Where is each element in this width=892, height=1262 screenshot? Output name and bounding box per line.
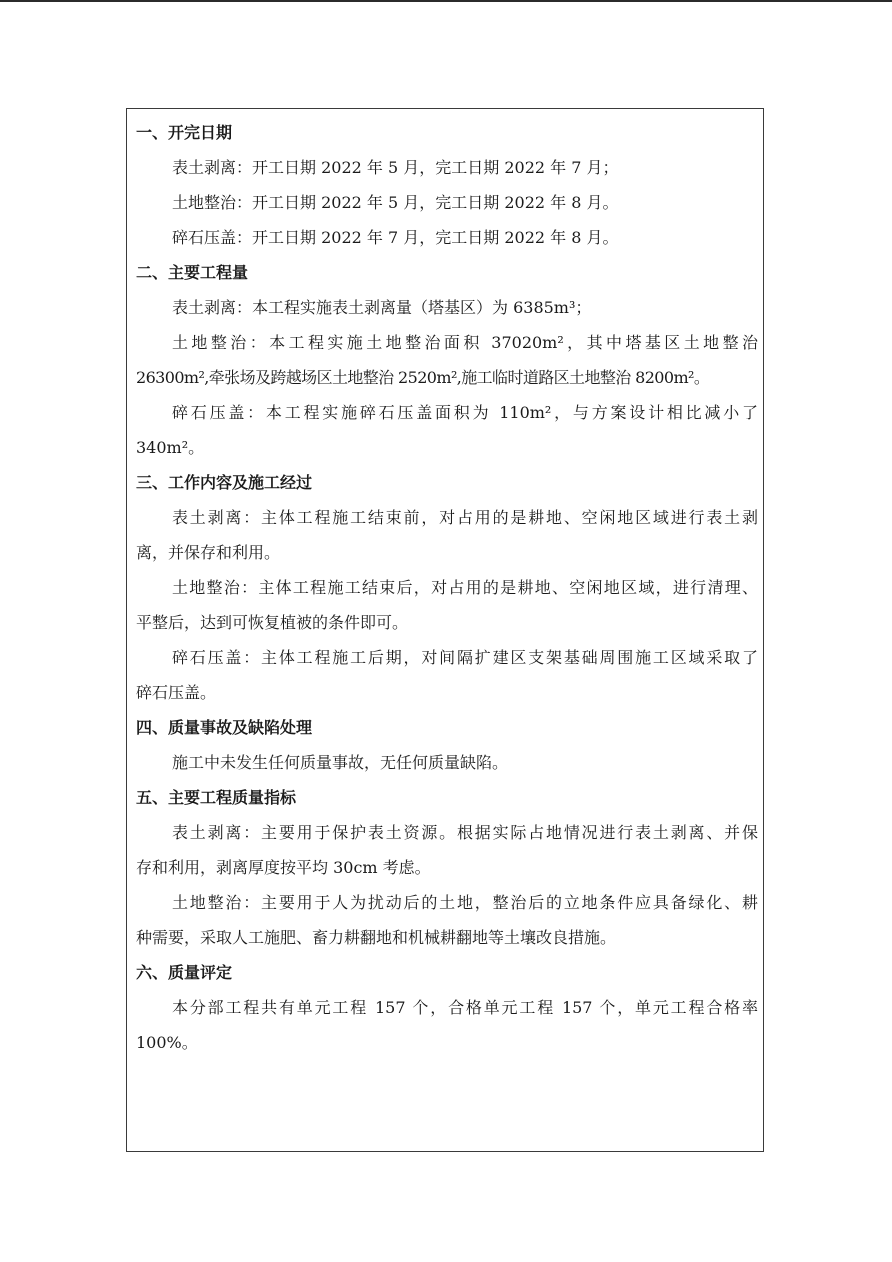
para-line: 表土剥离：主体工程施工结束前，对占用的是耕地、空闲地区域进行表土剥 [172, 508, 758, 527]
para-line: 土地整治：本工程实施土地整治面积 37020m²，其中塔基区土地整治 [172, 333, 758, 352]
page-top-rule [0, 0, 892, 2]
para-quantity-land [136, 325, 758, 395]
para-line: 340m²。 [136, 438, 205, 457]
report-content [136, 115, 758, 1060]
para-line: 土地整治：主体工程施工结束后，对占用的是耕地、空闲地区域，进行清理、 [172, 578, 758, 597]
para-line: 存和利用，剥离厚度按平均 30cm 考虑。 [136, 858, 431, 877]
para-dates-land [136, 185, 758, 220]
para-line: 本分部工程共有单元工程 157 个，合格单元工程 157 个，单元工程合格率 [172, 998, 758, 1017]
para-dates-topsoil [136, 150, 758, 185]
para-line: 100%。 [136, 1033, 198, 1052]
para-line: 种需要，采取人工施肥、畜力耕翻地和机械耕翻地等土壤改良措施。 [136, 928, 617, 947]
para-line: 26300m²,牵张场及跨越场区土地整治 2520m²,施工临时道路区土地整治 8200m²。 [136, 368, 710, 387]
para-quantity-topsoil [136, 290, 758, 325]
section-heading-dates: 一、开完日期 [136, 123, 233, 142]
para-line: 平整后，达到可恢复植被的条件即可。 [136, 613, 409, 632]
para-indicator-topsoil [136, 815, 758, 885]
para-quantity-gravel [136, 395, 758, 465]
para-line: 碎石压盖：本工程实施碎石压盖面积为 110m²，与方案设计相比减小了 [172, 403, 758, 422]
section-heading-quantities: 二、主要工程量 [136, 263, 249, 282]
para-assessment [136, 990, 758, 1060]
section-heading-quality-assessment: 六、质量评定 [136, 963, 233, 982]
para-defects [136, 745, 758, 780]
section-heading-quality-indicators: 五、主要工程质量指标 [136, 788, 297, 807]
para-line: 表土剥离：开工日期 2022 年 5 月，完工日期 2022 年 7 月； [172, 158, 619, 177]
para-line: 土地整治：主要用于人为扰动后的土地，整治后的立地条件应具备绿化、耕 [172, 893, 758, 912]
report-table-frame [126, 108, 764, 1152]
para-line: 碎石压盖。 [136, 683, 217, 702]
para-work-topsoil [136, 500, 758, 570]
para-line: 土地整治：开工日期 2022 年 5 月，完工日期 2022 年 8 月。 [172, 193, 619, 212]
para-line: 施工中未发生任何质量事故，无任何质量缺陷。 [172, 753, 509, 772]
para-line: 表土剥离：本工程实施表土剥离量（塔基区）为 6385m³； [172, 298, 592, 317]
para-line: 碎石压盖：主体工程施工后期，对间隔扩建区支架基础周围施工区域采取了 [172, 648, 758, 667]
section-heading-work-content: 三、工作内容及施工经过 [136, 473, 313, 492]
para-indicator-land [136, 885, 758, 955]
para-work-land [136, 570, 758, 640]
para-line: 碎石压盖：开工日期 2022 年 7 月，完工日期 2022 年 8 月。 [172, 228, 619, 247]
para-line: 离，并保存和利用。 [136, 543, 281, 562]
para-dates-gravel [136, 220, 758, 255]
para-work-gravel [136, 640, 758, 710]
para-line: 表土剥离：主要用于保护表土资源。根据实际占地情况进行表土剥离、并保 [172, 823, 758, 842]
section-heading-defects: 四、质量事故及缺陷处理 [136, 718, 313, 737]
